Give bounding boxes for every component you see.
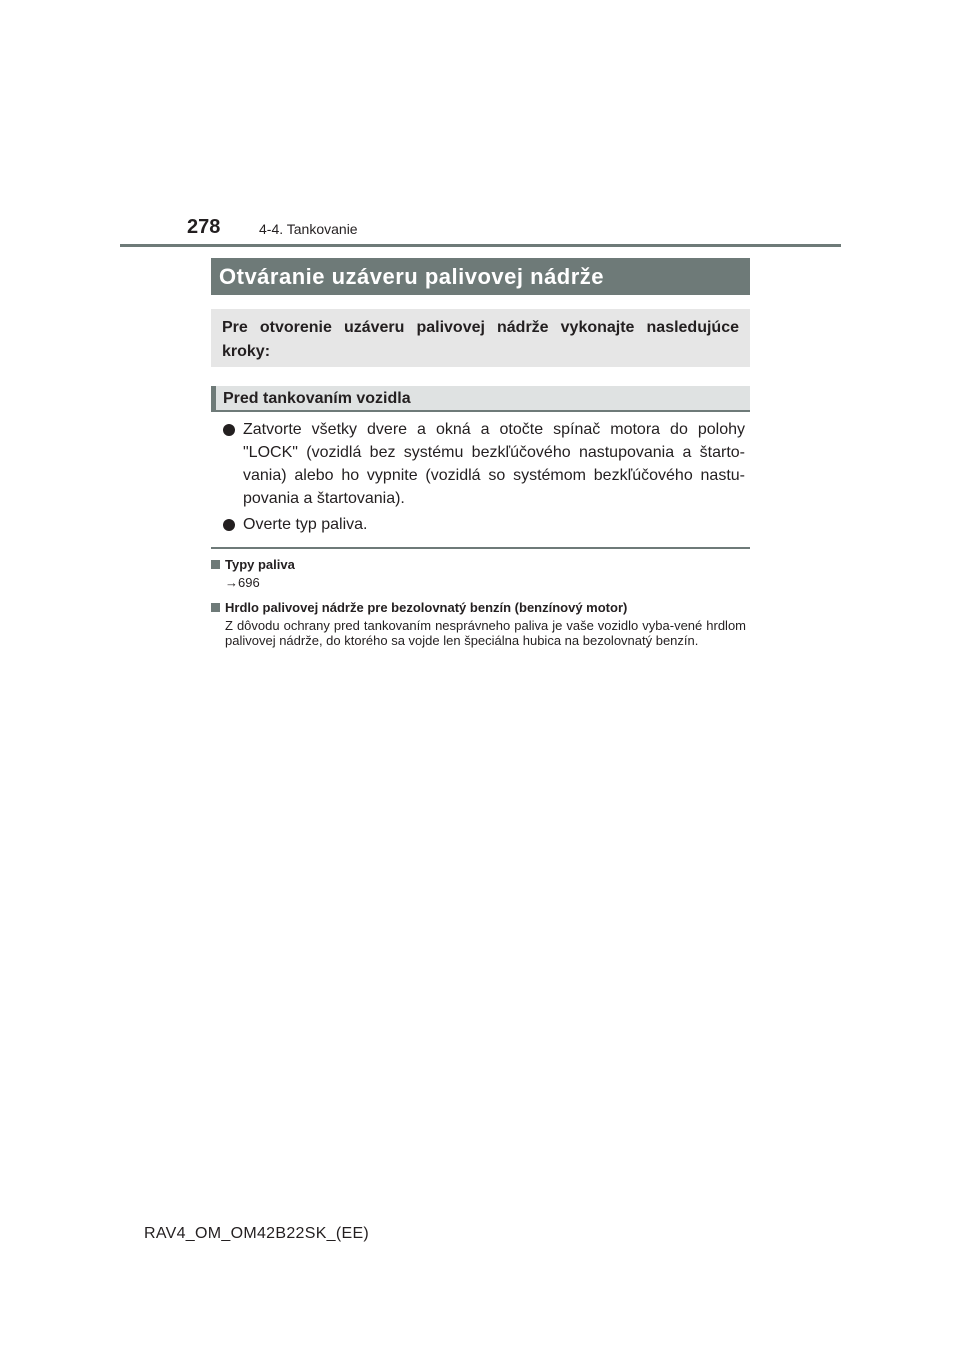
list-item-text: Zatvorte všetky dvere a okná a otočte spínač motora do polohy "LOCK" (vozidlá bez systému bezkľúčového nastupovania a štarto-vania) alebo ho vypnite (vozidlá so systémom bezkľúčového nastu-povania a štartovania).: [243, 421, 745, 507]
bullet-icon: [223, 424, 235, 436]
note-body: Z dôvodu ochrany pred tankovaním nesprávneho paliva je vaše vozidlo vyba-vené hrdlom palivovej nádrže, do ktorého sa vojde len špeciálna hubica na bezolovnatý benzín.: [225, 618, 746, 648]
header-divider: [120, 244, 841, 247]
note-title-text: Typy paliva: [225, 557, 295, 572]
page-reference-link[interactable]: →696: [225, 575, 260, 590]
note-fuel-types: [211, 556, 746, 590]
section-label: 4-4. Tankovanie: [259, 221, 358, 237]
page-title: Otváranie uzáveru palivovej nádrže: [211, 258, 750, 295]
note-fuel-filler: [211, 599, 746, 648]
list-item: [223, 418, 745, 510]
square-bullet-icon: [211, 560, 220, 569]
square-bullet-icon: [211, 603, 220, 612]
note-title: [211, 599, 746, 616]
subheading: Pred tankovaním vozidla: [211, 386, 750, 412]
bullet-list: [223, 418, 745, 539]
page-number: 278: [187, 216, 221, 238]
intro-text: Pre otvorenie uzáveru palivovej nádrže vykonajte nasledujúce kroky:: [222, 319, 739, 360]
footer-document-code: RAV4_OM_OM42B22SK_(EE): [144, 1225, 370, 1242]
bullet-icon: [223, 519, 235, 531]
list-item-text: Overte typ paliva.: [243, 516, 368, 533]
intro-box: [211, 309, 750, 367]
note-title-text: Hrdlo palivovej nádrže pre bezolovnatý benzín (benzínový motor): [225, 600, 628, 615]
note-title: [211, 556, 746, 573]
notes-divider: [211, 547, 750, 549]
list-item: [223, 513, 745, 536]
